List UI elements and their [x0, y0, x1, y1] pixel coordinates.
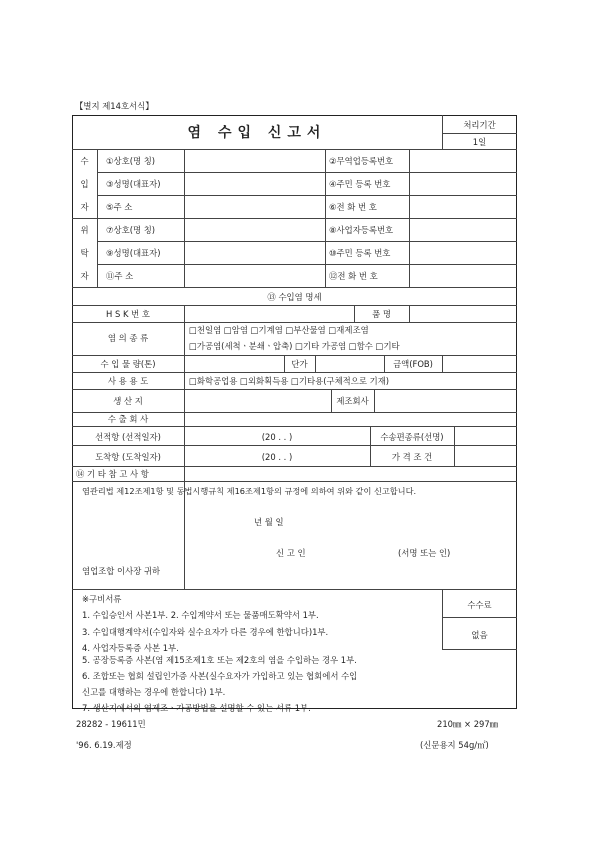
consignor-rep-label: ⑨성명(대표자) — [106, 248, 161, 258]
importer-company-field[interactable] — [185, 150, 324, 172]
details-header: ⑬ 수입염 명세 — [267, 292, 322, 302]
footer-paper: (신문용지 54g/㎡) — [420, 740, 489, 750]
recipient: 염업조합 이사장 귀하 — [82, 566, 161, 576]
price-terms-field[interactable] — [455, 446, 516, 466]
loading-date-field[interactable]: (20 . . ) — [261, 432, 293, 442]
arrival-port-label: 도착항 (도착일자) — [95, 452, 161, 462]
usage-label: 사 용 용 도 — [107, 376, 149, 386]
exporter-field[interactable] — [185, 413, 516, 425]
manufacturer-field[interactable] — [375, 390, 516, 412]
transport-field[interactable] — [455, 427, 516, 445]
consignor-address-label: ⑪주 소 — [106, 271, 134, 281]
hsk-field[interactable] — [185, 306, 353, 322]
importer-id-field[interactable] — [410, 173, 516, 195]
consignor-id-label: ⑩주민 등록 번호 — [329, 248, 391, 258]
processing-period-value: 1일 — [472, 137, 487, 147]
salt-type-options-2[interactable]: □가공염(세척ㆍ분쇄ㆍ압축) □기타 가공염 □함수 □기타 — [189, 341, 400, 351]
remarks-field[interactable] — [185, 467, 516, 480]
item-name-label: 품 명 — [372, 309, 391, 319]
signature-label: (서명 또는 인) — [398, 548, 451, 558]
item-name-field[interactable] — [410, 306, 516, 322]
fee-value: 없음 — [471, 630, 488, 640]
importer-address-label: ⑤주 소 — [106, 202, 133, 212]
declaration-text: 염관리법 제12조제1항 및 동법시행규칙 제16조제1항의 규정에 의하여 위와 같이 신고합니다. — [82, 486, 417, 496]
docs-item-4: 5. 공장등록증 사본(염 제15조제1호 또는 제2호의 염을 수입하는 경우 1부. — [82, 655, 357, 665]
docs-item-6: 신고를 대행하는 경우에 한합니다) 1부. — [82, 687, 226, 697]
form-title: 염 수입 신고서 — [187, 125, 327, 141]
form-number: 【별지 제14호서식】 — [75, 101, 154, 111]
consignor-phone-field[interactable] — [410, 265, 516, 287]
declaration-date[interactable]: 년 월 일 — [254, 517, 284, 527]
footer-size: 210㎜ × 297㎜ — [437, 719, 499, 729]
docs-item-5: 6. 조합또는 협회 설립인가증 사본(실수요자가 가입하고 있는 협회에서 수입 — [82, 671, 358, 681]
price-terms-label: 가 격 조 건 — [391, 452, 433, 462]
importer-rep-label: ③성명(대표자) — [106, 179, 161, 189]
hsk-label: H S K 번 호 — [106, 309, 150, 319]
importer-side-2: 입 — [80, 179, 89, 189]
origin-label: 생 산 지 — [113, 396, 143, 406]
salt-type-options-1[interactable]: □천일염 □암염 □기계염 □부산물염 □재제조염 — [189, 325, 369, 335]
consignor-rep-field[interactable] — [185, 242, 324, 264]
origin-field[interactable] — [185, 390, 330, 412]
salt-type-label: 염 의 종 류 — [107, 333, 149, 343]
unit-price-field[interactable] — [316, 356, 383, 372]
consignor-id-field[interactable] — [410, 242, 516, 264]
importer-trade-reg-field[interactable] — [410, 150, 516, 172]
importer-rep-field[interactable] — [185, 173, 324, 195]
importer-side-3: 자 — [80, 202, 89, 212]
importer-phone-field[interactable] — [410, 196, 516, 218]
loading-port-label: 선적항 (선적일자) — [95, 432, 161, 442]
consignor-company-label: ⑦상호(명 칭) — [106, 225, 156, 235]
usage-options[interactable]: □화학공업용 □외화획득용 □기타용(구체적으로 기재) — [189, 376, 390, 386]
consignor-phone-label: ⑫전 화 번 호 — [329, 271, 378, 281]
importer-address-field[interactable] — [185, 196, 324, 218]
exporter-label: 수 출 회 사 — [107, 414, 149, 424]
footer-code: 28282 - 19611민 — [76, 719, 146, 729]
consignor-side-1: 위 — [80, 225, 89, 235]
consignor-biz-reg-field[interactable] — [410, 219, 516, 241]
quantity-label: 수 입 물 량(톤) — [100, 359, 156, 369]
docs-item-7: 7. 생산지에서의 염제조ㆍ가공방법을 설명할 수 있는 서류 1부. — [82, 703, 311, 713]
docs-title: ※구비서류 — [82, 594, 122, 604]
importer-id-label: ④주민 등록 번호 — [329, 179, 391, 189]
arrival-date-field[interactable]: (20 . . ) — [261, 452, 293, 462]
remarks-label: ⑭ 기 타 참 고 사 항 — [76, 469, 149, 479]
consignor-address-field[interactable] — [185, 265, 324, 287]
consignor-side-2: 탁 — [80, 248, 89, 258]
consignor-side-3: 자 — [80, 271, 89, 281]
declarant-label: 신 고 인 — [276, 548, 306, 558]
importer-trade-reg-label: ②무역업등록번호 — [329, 156, 394, 166]
consignor-biz-reg-label: ⑧사업자등록번호 — [329, 225, 394, 235]
importer-company-label: ①상호(명 칭) — [106, 156, 156, 166]
fee-label: 수수료 — [467, 600, 492, 610]
docs-item-3: 4. 사업자등록증 사본 1부. — [82, 643, 179, 653]
processing-period-label: 처리기간 — [463, 120, 496, 130]
amount-label: 금액(FOB) — [393, 359, 433, 369]
manufacturer-label: 제조회사 — [336, 396, 369, 406]
importer-phone-label: ⑥전 화 번 호 — [329, 202, 377, 212]
importer-side-1: 수 — [80, 156, 89, 166]
amount-field[interactable] — [443, 356, 516, 372]
transport-label: 수송편종류(선명) — [380, 432, 444, 442]
quantity-field[interactable] — [185, 356, 283, 372]
consignor-company-field[interactable] — [185, 219, 324, 241]
unit-price-label: 단가 — [291, 359, 308, 369]
docs-item-2: 3. 수입대행계약서(수입자와 실수요자가 다른 경우에 한합니다)1부. — [82, 627, 329, 637]
docs-item-1: 1. 수입승인서 사본1부. 2. 수입계약서 또는 물품매도확약서 1부. — [82, 610, 319, 620]
footer-date: '96. 6.19.제정 — [76, 740, 132, 750]
